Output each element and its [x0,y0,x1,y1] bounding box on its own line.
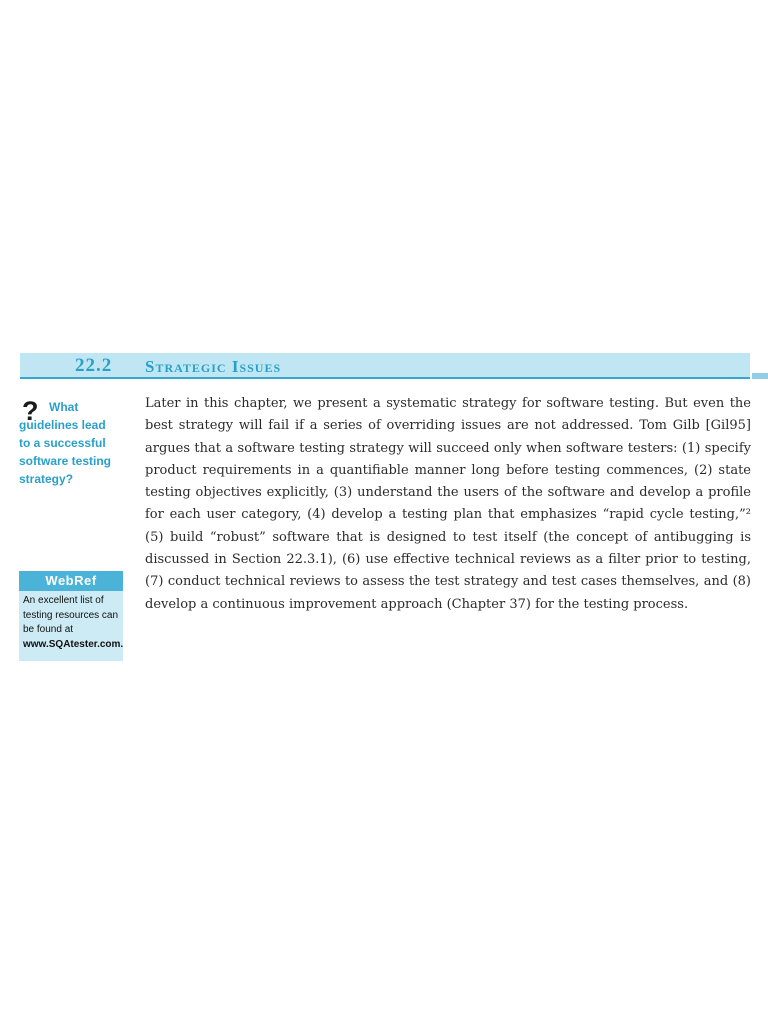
header-edge-mark [752,373,768,379]
webref-description: An excellent list of testing resources can be found at [23,595,119,635]
webref-text [23,594,124,652]
body-paragraph: Later in this chapter, we present a systematic strategy for software testing. But even the best strategy will fail if a series of overriding issues are not addressed. Tom Gilb [Gil95] argues that a software testing strategy will succeed only when software testers: (1) specify product requirements in a quantifiable manner long before testing commences, (2) state testing objectives explicitly, (3) understand the users of the software and develop a profile for each user category, (4) develop a testing plan that emphasizes “rapid cycle testing,”² (5) build “robust” software that is designed to test itself (the concept of antibugging is discussed in Section 22.3.1), (6) use effective technical reviews as a filter prior to testing, (7) conduct technical reviews to assess the test strategy and test cases themselves, and (8) develop a continuous improvement approach (Chapter 37) for the testing process. [145,396,751,612]
webref-title: WebRef [19,571,123,591]
webref-box [19,571,123,661]
section-header [20,353,750,379]
section-number: 22.2 [75,355,113,376]
section-title: Strategic Issues [145,357,282,376]
question-mark-icon: ? [22,396,39,426]
margin-question-note [19,398,124,488]
margin-question-text: What guidelines lead to a successful software testing strategy? [19,400,112,486]
webref-link[interactable]: www.SQAtester.com. [23,638,124,650]
